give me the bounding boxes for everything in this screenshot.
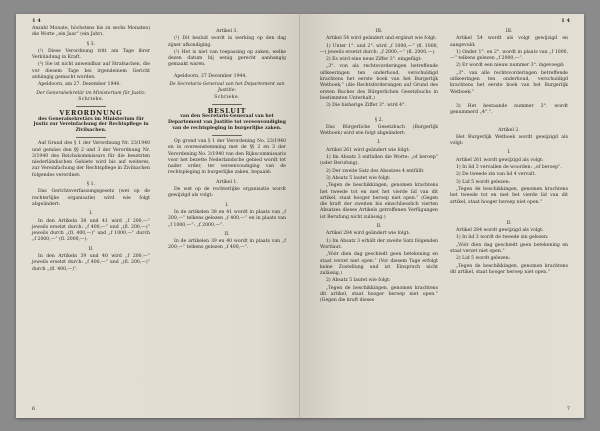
spacer: [450, 118, 568, 125]
paragraph: Artikel 284 wordt gewijzigd als volgt:: [456, 228, 544, 234]
decree-title: VERORDNUNG: [59, 109, 123, 118]
paragraph: 1) Unter 1°. und 2°. wird „f 1000,—“ (fl. 1000,—) jeweils ersetzt durch: „f 2000,—“ (fl. 2000,—).: [320, 43, 438, 55]
section-heading: I.: [507, 150, 511, 156]
divider-rule: [76, 137, 106, 138]
decree-subtitle: van den Secretaris-Generaal van het Departement van Justitie tot vereenvoudiging van de rechtspleging in burgerlijke zaken.: [168, 114, 286, 132]
paragraph: Artikel 54 wird geändert und ergänzt wie folgt:: [326, 36, 437, 42]
paragraph: „Tegen de beschikkingen, genomen krachtens dit artikel, staat hooger beroep niet open.“ (Gegen die kraft dieses: [320, 285, 438, 304]
section-heading: II.: [506, 220, 512, 226]
paragraph: 2) Absatz 5 lautet wie folgt:: [326, 278, 391, 284]
paragraph: 1) Im Absatz 3 entfallen die Worte: „of beroep“ (oder Berufung).: [320, 155, 438, 167]
paragraph: 1) Onder 1°. en 2°. wordt in plaats van „f 1000,—“ telkens gelezen „f 2000,—“.: [450, 49, 568, 62]
paragraph: Das Gerichtsverfassungsgesetz (wet op de rechterlijke organisatie) wird wie folgt abgeändert:: [32, 189, 150, 207]
paragraph: 2) Der zweite Satz des Absatzes 4 entfällt.: [326, 168, 425, 174]
paragraph: Artikel 261 wordt gewijzigd als volgt:: [456, 157, 544, 163]
page-header-number: 1 4: [32, 18, 41, 24]
section-heading: II.: [224, 231, 230, 237]
paragraph: (²) Het is niet van toepassing op zaken, welke dezen datum bij eenig gerecht aanhangig gemaakt waren.: [168, 49, 286, 68]
paragraph: De wet op de rechterlijke organisatie wordt gewijzigd als volgt:: [168, 187, 286, 199]
paragraph: „Tegen de beschikkingen, genomen krachtens het tweede tot en met het vierde lid van dit artikel, staat hooger beroep niet open.“ (Gegen die kraft der zweiten bis einschliesslich vierten Absatzes dieses Artikels getroffenen Verfügungen ist Berufung nicht zulässig.): [320, 183, 438, 220]
signatory-title: Der Generalsekretär im Ministerium für Justiz:: [36, 90, 146, 96]
paragraph: In den Artikeln 39 und 40 wird „f 200,—“ jeweils ersetzt durch: „f 400,—“ und „(fl. 200,—)“ durch „(fl. 400,—)“.: [32, 254, 150, 272]
section-heading: I.: [89, 211, 93, 217]
paragraph: 2) De tweede zin van lid 4 vervalt.: [456, 172, 536, 178]
section-heading: I.: [377, 140, 381, 146]
paragraph: (¹) Diese Verordnung tritt am Tage ihrer Verkündung in Kraft.: [32, 48, 150, 61]
page-folio: 6: [32, 406, 36, 412]
paragraph: „Vóór dien dag geschiedt geen betekening en staat verzet niet open.“: [450, 242, 568, 255]
paragraph: 2) Es wird eine neue Ziffer 3°. eingefügt:: [326, 57, 422, 63]
paragraph: In den Artikeln 38 und 41 wird „f 200,—“ jeweils ersetzt durch: „f 400,—“ und „(fl. 200,—)“ jeweils durch „(fl. 400,—)“ und „f 1000,—“ durch „f 2000,—“ (fl. 2000,—).: [32, 218, 150, 243]
paragraph: Das Bürgerliche Gesetzbuch (Burgerlijk Wetboek) wird wie folgt abgeändert:: [320, 124, 438, 137]
left-page: [16, 14, 300, 418]
column-german: [320, 26, 438, 306]
signatory-name: Schrieke.: [214, 94, 240, 100]
section-heading: II.: [376, 224, 382, 230]
paragraph: 3) Absatz 5 lautet wie folgt:: [326, 175, 391, 181]
section-heading: Artikel 2.: [498, 127, 520, 133]
signatory-title: De Secretaris-Generaal van het Departement van Justitie:: [169, 82, 285, 94]
paragraph: 3) Lid 5 wordt gelezen:: [456, 179, 511, 185]
section-heading: I.: [225, 202, 229, 208]
right-page: [300, 14, 584, 418]
spacer: [450, 97, 568, 104]
column-dutch: [168, 26, 286, 253]
column-dutch: [450, 26, 568, 277]
section-heading: III.: [505, 29, 513, 34]
paragraph: 1) In lid 3 wordt de tweede zin gelezen:: [456, 235, 549, 241]
decree-title: BESLUIT: [207, 106, 247, 115]
paragraph: 3) Het bestaande nummer 3°. wordt genummerd „4°.“.: [450, 103, 568, 116]
decree-subtitle: des Generalsekretärs im Ministerium für Justiz zur Vereinfachung der Rechtspflege in Zivilsachen.: [33, 116, 149, 134]
page-folio: 7: [566, 406, 570, 412]
column-german: [32, 26, 150, 274]
page-header-number: 1 4: [561, 18, 570, 24]
booklet-spread: [16, 14, 584, 418]
paragraph: Auf Grund des § 1 der Verordnung Nr. 23/1940 und gemäss den §§ 2 und 3 der Verordnung Nr. 3/1940 des Reichskommissars für die besetzten niederländischen Gebiete wird bis auf weiteres, zur Vereinfachung der Rechtspflege in Zivilsachen folgendes verordnet:: [32, 141, 150, 178]
paragraph: 1) Im Absatz 3 erhält der zweite Satz folgenden Wortlaut:: [320, 238, 438, 250]
divider-rule: [76, 106, 106, 107]
paragraph: „Tegen de beschikkingen, genomen krachtens het tweede tot en met het vierde lid van dit artikel, staat hooger beroep niet open.“: [450, 186, 568, 205]
paragraph: Anzahl Monate, höchstens bis zu sechs Monaten) die Worte „ein Jaar“ (ein Jahr).: [32, 26, 150, 38]
section-heading: § 3.: [86, 41, 96, 47]
section-heading: § 2.: [374, 117, 384, 123]
paragraph: Artikel 54 wordt als volgt gewijzigd en aangevuld:: [450, 36, 568, 48]
signatory-name: Schrieke.: [78, 96, 104, 102]
paragraph: Artikel 284 wird geändert wie folgt:: [326, 231, 410, 237]
divider-rule: [212, 135, 242, 136]
paragraph: 1) In lid 3 vervallen de woorden: „of beroep“.: [456, 165, 562, 171]
paragraph: „Tegen de beschikkingen, genomen krachtens dit artikel, staat hooger beroep niet open.“: [450, 263, 568, 275]
paragraph: Op grond van § 1 der Verordening No. 23/1940 en in overeenstemming met de §§ 2 en 3 der Verordening No. 3/1940 van den Rijkscommissaris voor het bezette Nederlandsche gebied wordt tot nader order, ter vereenvoudiging van de rechtspleging in burgerlijke zaken, bepaald:: [168, 138, 286, 176]
section-heading: § 1.: [86, 182, 96, 188]
spacer: [320, 111, 438, 115]
paragraph: In de artikelen 39 en 40 wordt in plaats van „f 200,—“ telkens gelezen „f 400,—“.: [168, 239, 286, 251]
paragraph: Het Burgerlijk Wetboek wordt gewijzigd als volgt:: [450, 134, 568, 147]
section-heading: Artikel 1.: [216, 179, 238, 185]
paragraph: 3) Die bisherige Ziffer 3°. wird 4°.: [326, 103, 406, 109]
paragraph: 2) Er wordt een nieuw nummer 3°. ingevoegd:: [456, 63, 565, 69]
section-heading: Artikel 3.: [216, 29, 238, 34]
paragraph: Apeldoorn, am 27. Dezember 1944.: [38, 82, 121, 88]
paragraph: 2) Lid 5 wordt gelezen:: [456, 256, 511, 262]
paragraph: „3°. von als rechtsvorderingen betreffende uitkeeringen ten onderhoud, verschuldigd krachtens het eerste boek van het Burgerlijk Wetboek;“ (die Rechtsforderungen auf Grund des ersten Buches des Bürgerlichen Gesetzbuchs in bestimmten Unterhalt.): [320, 64, 438, 101]
spacer: [450, 207, 568, 218]
paragraph: Artikel 261 wird geändert wie folgt:: [326, 147, 410, 153]
section-heading: III.: [375, 29, 383, 34]
paragraph: „Vóór dien dag geschiedt geen betekening en staat verzet niet open.“ (Vor diesem Tage erfolgt keine Zustellung und ist Einspruch nicht zulässig.): [320, 252, 438, 277]
paragraph: In de artikelen 38 en 41 wordt in plaats van „f 200,—“ telkens gelezen „f 400,—“ en in plaats van „f 1000,—“: „f 2000,—“.: [168, 209, 286, 228]
paragraph: „3°. van alle rechtsvorderingen betreffende uitkeeringen ten onderhoud, verschuldigd krachtens het eerste boek van het Burgerlijk Wetboek;“: [450, 70, 568, 95]
section-heading: II.: [88, 246, 94, 252]
paragraph: Apeldoorn, 27 December 1944.: [174, 73, 247, 79]
paragraph: (²) Sie ist nicht anwendbar auf Strafsachen, die vor diesem Tage bei irgendeinem Gericht anhängig gemacht worden.: [32, 62, 150, 81]
paragraph: (¹) Dit besluit wordt in werking op den dag zijner afkondiging.: [168, 36, 286, 48]
divider-rule: [212, 104, 242, 105]
